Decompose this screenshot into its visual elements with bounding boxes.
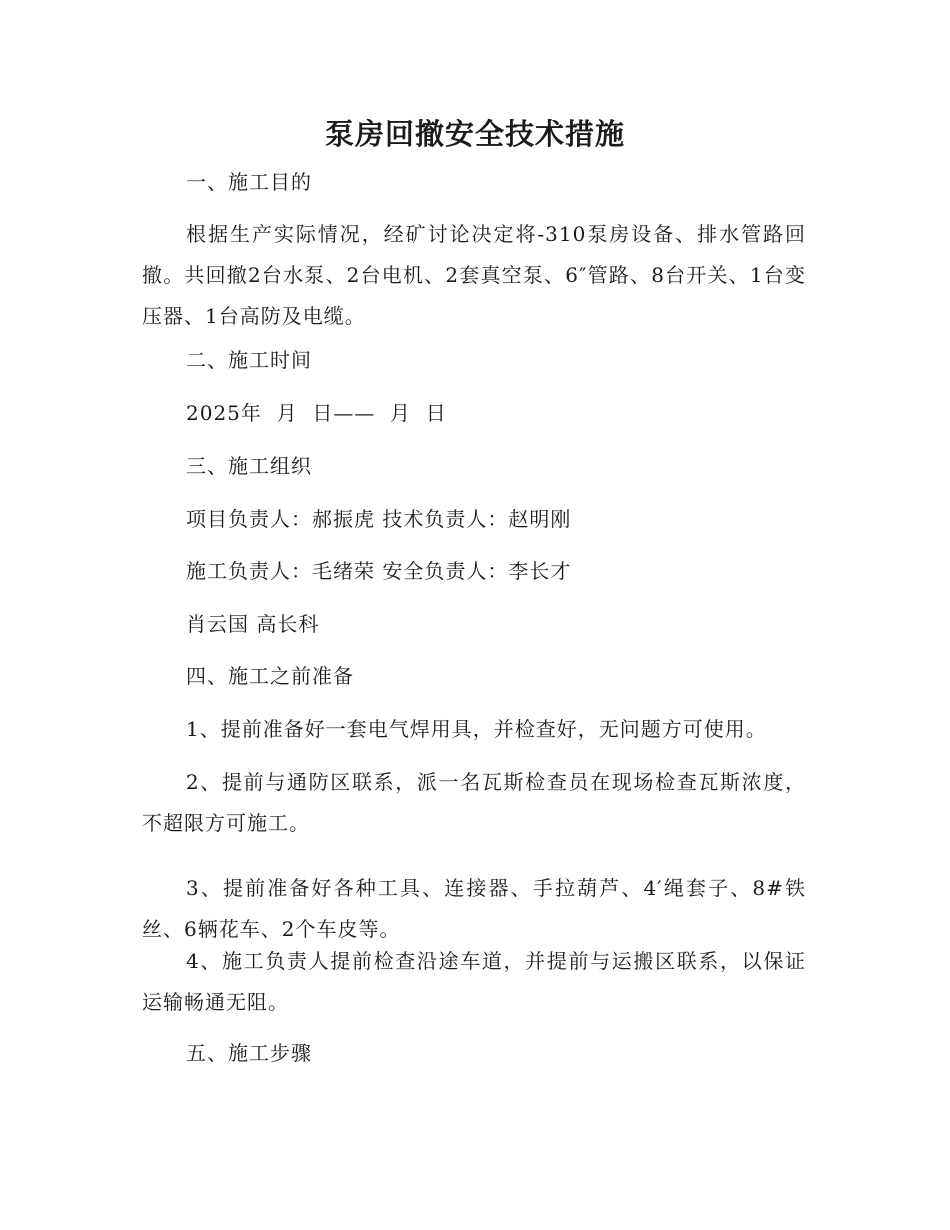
organization-line-1: 项目负责人：郝振虎 技术负责人：赵明刚: [186, 507, 572, 531]
section-body-purpose: 根据生产实际情况，经矿讨论决定将-310泵房设备、排水管路回撤。共回撤2台水泵、2台电机、2套真空泵、6″管路、8台开关、1台变压器、1台高防及电缆。: [142, 222, 806, 328]
preparation-item-1: 1、提前准备好一套电气焊用具，并检查好，无问题方可使用。: [186, 717, 767, 741]
section-heading-organization: 三、施工组织: [186, 454, 312, 478]
section-heading-purpose: 一、施工目的: [186, 170, 312, 194]
organization-line-3: 肖云国 高长科: [186, 612, 320, 636]
section-heading-preparation: 四、施工之前准备: [186, 664, 354, 688]
section-heading-steps: 五、施工步骤: [186, 1041, 312, 1065]
section-heading-time: 二、施工时间: [186, 348, 312, 372]
section-body-time: 2025年 月 日—— 月 日: [186, 401, 447, 425]
preparation-item-4: 4、施工负责人提前检查沿途车道，并提前与运搬区联系，以保证运输畅通无阻。: [142, 949, 806, 1014]
preparation-item-3: 3、提前准备好各种工具、连接器、手拉葫芦、4′绳套子、8#铁丝、6辆花车、2个车皮等。: [142, 876, 806, 941]
preparation-item-2: 2、提前与通防区联系，派一名瓦斯检查员在现场检查瓦斯浓度，不超限方可施工。: [142, 770, 806, 835]
organization-line-2: 施工负责人：毛绪荣 安全负责人：李长才: [186, 559, 572, 583]
document-title: 泵房回撤安全技术措施: [324, 117, 625, 151]
